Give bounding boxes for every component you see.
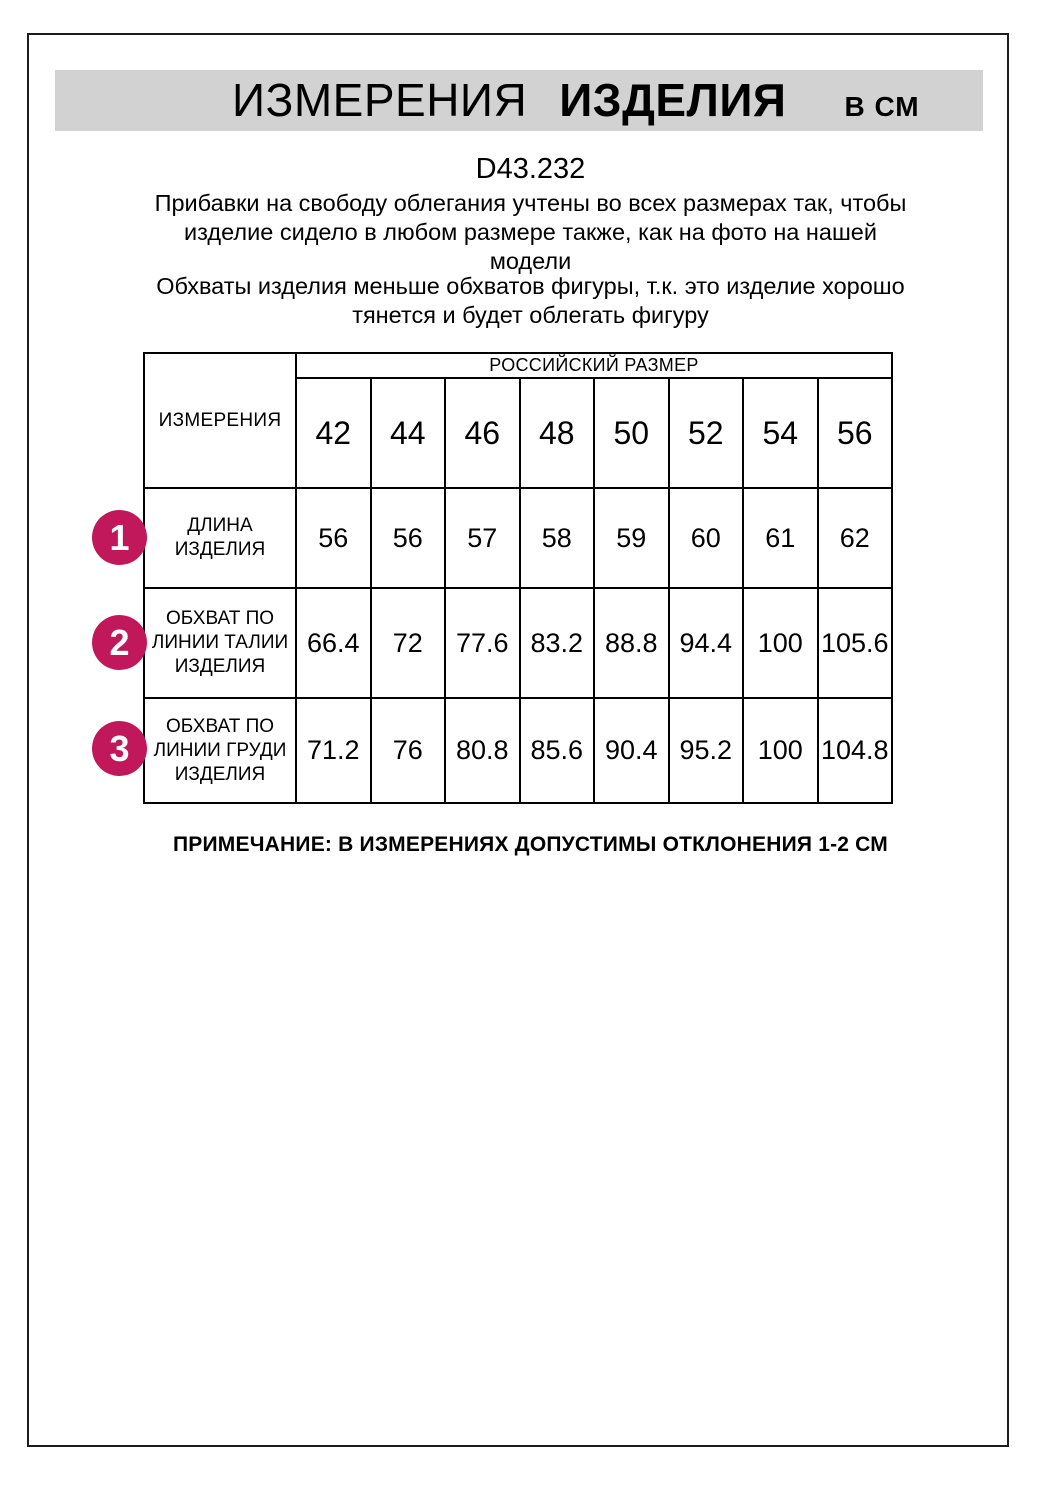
article-code: D43.232: [475, 153, 586, 185]
table-cell: 80.8: [445, 698, 520, 803]
size-header: 48: [520, 378, 595, 488]
table-cell: 56: [371, 488, 446, 588]
size-table: [143, 352, 893, 804]
table-cell: 94.4: [669, 588, 744, 698]
table-cell: 58: [520, 488, 595, 588]
table-row-waist: [144, 588, 892, 698]
table-row-length: [144, 488, 892, 588]
table-cell: 83.2: [520, 588, 595, 698]
table-cell: 56: [296, 488, 371, 588]
table-corner-header: ИЗМЕРЕНИЯ: [144, 353, 296, 488]
table-cell: 104.8: [818, 698, 893, 803]
table-cell: 100: [743, 588, 818, 698]
table-cell: 100: [743, 698, 818, 803]
title-bar: [55, 70, 983, 131]
table-cell: 72: [371, 588, 446, 698]
table-cell: 85.6: [520, 698, 595, 803]
size-header: 52: [669, 378, 744, 488]
intro-paragraph-stretch: [0, 272, 1061, 330]
table-cell: 95.2: [669, 698, 744, 803]
intro-paragraph-fit: [0, 189, 1061, 276]
table-cell: 59: [594, 488, 669, 588]
intro-line: Обхваты изделия меньше обхватов фигуры, т.к. это изделие хорошо: [156, 273, 905, 299]
tolerance-note: ПРИМЕЧАНИЕ: В ИЗМЕРЕНИЯХ ДОПУСТИМЫ ОТКЛОНЕНИЯ 1-2 СМ: [173, 833, 888, 856]
row-marker-3: 3: [92, 721, 147, 776]
intro-line: тянется и будет облегать фигуру: [352, 302, 709, 328]
table-cell: 57: [445, 488, 520, 588]
title-product: ИЗДЕЛИЯ: [559, 74, 787, 126]
table-group-header: РОССИЙСКИЙ РАЗМЕР: [296, 353, 892, 378]
size-header: 42: [296, 378, 371, 488]
title-unit: В СМ: [844, 91, 920, 122]
title-measurements: ИЗМЕРЕНИЯ: [232, 74, 528, 126]
table-cell: 62: [818, 488, 893, 588]
table-cell: 105.6: [818, 588, 893, 698]
row-label: ДЛИНА ИЗДЕЛИЯ: [144, 488, 296, 588]
size-header: 56: [818, 378, 893, 488]
table-row-chest: [144, 698, 892, 803]
intro-line: модели: [489, 248, 572, 274]
table-cell: 66.4: [296, 588, 371, 698]
table-cell: 71.2: [296, 698, 371, 803]
intro-line: изделие сидело в любом размере также, как на фото на нашей: [184, 219, 877, 245]
row-label: ОБХВАТ ПО ЛИНИИ ТАЛИИ ИЗДЕЛИЯ: [144, 588, 296, 698]
table-cell: 60: [669, 488, 744, 588]
table-cell: 76: [371, 698, 446, 803]
table-cell: 90.4: [594, 698, 669, 803]
table-cell: 88.8: [594, 588, 669, 698]
size-header: 46: [445, 378, 520, 488]
table-cell: 61: [743, 488, 818, 588]
row-marker-2: 2: [92, 615, 147, 670]
size-header: 44: [371, 378, 446, 488]
row-marker-1: 1: [92, 510, 147, 565]
size-header: 54: [743, 378, 818, 488]
table-cell: 77.6: [445, 588, 520, 698]
intro-line: Прибавки на свободу облегания учтены во всех размерах так, чтобы: [154, 190, 907, 216]
row-label: ОБХВАТ ПО ЛИНИИ ГРУДИ ИЗДЕЛИЯ: [144, 698, 296, 803]
size-header: 50: [594, 378, 669, 488]
